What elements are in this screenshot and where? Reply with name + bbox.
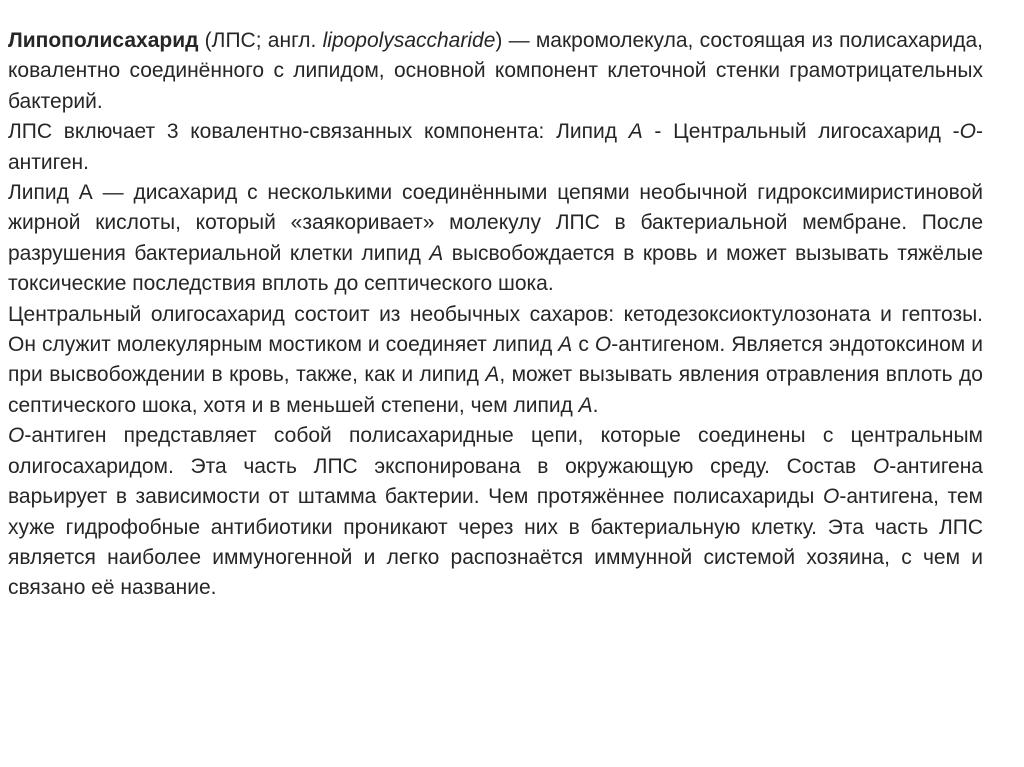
text-span: -антиген. bbox=[8, 120, 984, 174]
text-span: -антиген представляет собой полисахаридные цепи, которые соединены с центральным олигосахаридом. Эта часть ЛПС экспонирована в окружающую среду. Состав bbox=[8, 424, 983, 478]
text-span: ЛПС включает 3 ковалентно-связанных компонента: Липид bbox=[8, 120, 629, 144]
text-span: -антигеном. Является эндотоксином и при высвобождении в кровь, также, как и липид bbox=[8, 333, 983, 387]
text-span: с bbox=[572, 333, 595, 357]
paragraph-definition bbox=[8, 26, 983, 117]
paragraph-components bbox=[8, 117, 983, 178]
text-span: -антигена, тем хуже гидрофобные антибиотики проникают через них в бактериальную клетку. Эта часть ЛПС является наиболее иммуногенной и легко распознаётся иммунной системой хозяина, с чем и связано её название. bbox=[8, 485, 983, 600]
text-span: Липид А — дисахарид с несколькими соединёнными цепями необычной гидроксимиристиновой жирной кислоты, который «заякоривает» молекулу ЛПС в бактериальной мембране. После разрушения бактериальной клетки липид bbox=[8, 181, 983, 265]
term-heading: Липополисахарид bbox=[8, 29, 199, 52]
italic-letter: А bbox=[485, 363, 500, 387]
text-span: , может вызывать явления отравления вплоть до септического шока, хотя и в меньшей степени, чем липид bbox=[8, 363, 983, 417]
italic-letter: О bbox=[594, 333, 612, 357]
italic-letter: О bbox=[872, 454, 890, 478]
italic-letter: А bbox=[429, 241, 444, 265]
text-span: . bbox=[592, 393, 599, 417]
text-span: -антигена варьирует в зависимости от штамма бактерии. Чем протяжённее полисахариды bbox=[8, 454, 983, 509]
paragraph-lipid-a bbox=[8, 178, 983, 300]
text-span: - Центральный лигосахарид - bbox=[642, 120, 960, 144]
article-body bbox=[8, 26, 983, 604]
italic-letter: А bbox=[558, 333, 573, 357]
italic-letter: О bbox=[8, 424, 25, 448]
english-term: lipopolysaccharide bbox=[322, 29, 496, 52]
italic-letter: А bbox=[628, 120, 643, 144]
text-span: высвобождается в кровь и может вызывать тяжёлые токсические последствия вплоть до септического шока. bbox=[8, 241, 983, 296]
paragraph-core-oligosaccharide bbox=[8, 300, 983, 422]
text-span: (ЛПС; англ. bbox=[198, 29, 323, 52]
paragraph-o-antigen bbox=[8, 421, 983, 603]
italic-letter: О bbox=[959, 120, 977, 144]
italic-letter: О bbox=[822, 485, 840, 509]
text-span: ) — макромолекула, состоящая из полисахарида, ковалентно соединённого с липидом, основной компонент клеточной стенки грамотрицательных бактерий. bbox=[8, 29, 983, 113]
text-span: Центральный олигосахарид состоит из необычных сахаров: кетодезоксиоктулозоната и гептозы. Он служит молекулярным мостиком и соединяет липид bbox=[8, 302, 983, 357]
italic-letter: А bbox=[578, 393, 593, 417]
